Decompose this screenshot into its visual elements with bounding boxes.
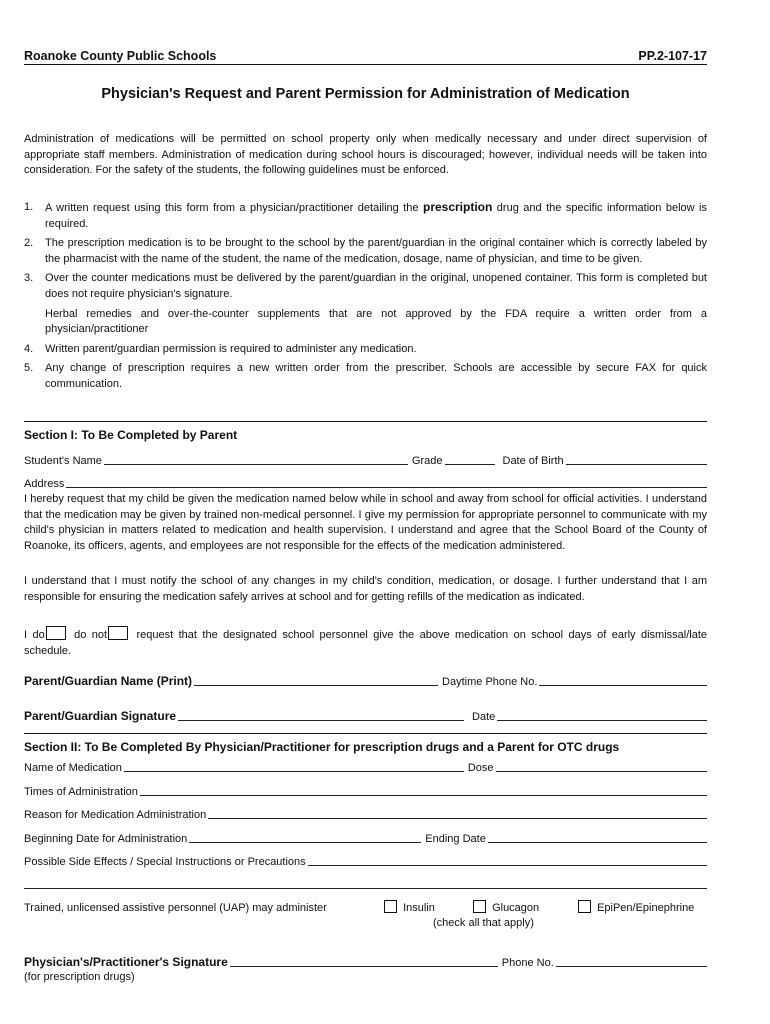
section1-title: Section I: To Be Completed by Parent	[24, 428, 238, 442]
parent-request-paragraph: I hereby request that my child be given the medication named below while in school and away from school for official activities. I understand that the medication may be given by trained non-medical personnel. I give my permission for appropriate personnel to communicate with my child's physician in matters related to medication and health supervision. I understand and agree that the School Board of the County of Roanoke, its officers, agents, and employees are not responsible for the effects of the medication administered.	[24, 493, 707, 552]
do-not-checkbox[interactable]	[108, 626, 128, 640]
student-name-field[interactable]	[104, 452, 408, 465]
section2-divider	[24, 733, 707, 734]
guideline-number: 1.	[24, 201, 34, 213]
daytime-phone-label: Daytime Phone No.	[442, 676, 538, 688]
epipen-option	[577, 900, 694, 914]
end-date-label: Ending Date	[425, 833, 486, 845]
guideline-text: Over the counter medications must be delivered by the parent/guardian in the original, unopened container. This form is completed but does not require physician's signature.	[45, 272, 707, 300]
reason-row	[24, 805, 707, 821]
physician-phone-label: Phone No.	[501, 957, 554, 969]
section2-title: Section II: To Be Completed By Physician/Practitioner for prescription drugs and a Parent for OTC drugs	[24, 740, 620, 754]
uap-label: Trained, unlicensed assistive personnel (UAP) may administer	[24, 902, 327, 914]
parent-name-field[interactable]	[194, 673, 438, 686]
check-all-note: (check all that apply)	[433, 917, 534, 929]
times-row	[24, 782, 707, 798]
signature-note: (for prescription drugs)	[24, 971, 135, 983]
dob-field[interactable]	[566, 452, 707, 465]
guideline-number: 2.	[24, 237, 34, 250]
guideline-text-tail: drug and the specific information below is required.	[45, 202, 707, 230]
times-field[interactable]	[140, 783, 707, 796]
do-checkbox[interactable]	[46, 626, 66, 640]
glucagon-checkbox[interactable]	[473, 900, 486, 913]
physician-phone-field[interactable]	[556, 954, 707, 967]
medication-permission-form	[24, 0, 707, 1024]
organization-name: Roanoke County Public Schools	[24, 49, 217, 63]
grade-field[interactable]	[445, 452, 495, 465]
begin-date-label: Beginning Date for Administration	[24, 833, 188, 845]
side-effects-field[interactable]	[308, 853, 707, 866]
guideline-item	[24, 271, 707, 337]
request-text: request that the designated school personnel give the above medication on school days of early dismissal/late schedule.	[24, 629, 707, 657]
page-header	[24, 46, 707, 66]
glucagon-label: Glucagon	[492, 902, 540, 914]
form-title: Physician's Request and Parent Permission for Administration of Medication	[101, 86, 630, 102]
parent-signature-label: Parent/Guardian Signature	[24, 709, 177, 723]
begin-date-field[interactable]	[189, 830, 421, 843]
student-info-row	[24, 451, 707, 467]
grade-label: Grade	[411, 455, 443, 467]
address-row	[24, 474, 707, 490]
guideline-text: Written parent/guardian permission is required to administer any medication.	[45, 342, 417, 355]
address-label: Address	[24, 478, 65, 490]
guidelines-list	[24, 200, 707, 397]
dob-label: Date of Birth	[502, 455, 564, 467]
guideline-emphasis: prescription	[422, 200, 493, 214]
physician-signature-label: Physician's/Practitioner's Signature	[24, 955, 228, 969]
student-name-label: Student's Name	[24, 455, 102, 467]
medication-row	[24, 758, 707, 774]
uap-row	[24, 900, 707, 934]
insulin-option	[383, 900, 435, 914]
physician-signature-row	[24, 953, 707, 969]
parent-signature-field[interactable]	[178, 708, 464, 721]
address-field[interactable]	[66, 475, 707, 488]
epipen-checkbox[interactable]	[578, 900, 591, 913]
side-effects-extra-line[interactable]	[24, 888, 707, 889]
intro-paragraph: Administration of medications will be permitted on school property only when medically necessary and under direct supervision of appropriate staff members. Administration of medication during school hours is discouraged; however, individual needs will be taken into consideration. For the safety of the students, the following guidelines must be enforced.	[24, 133, 707, 177]
epipen-label: EpiPen/Epinephrine	[597, 902, 695, 914]
do-not-label: do not	[74, 629, 108, 641]
guideline-item	[24, 361, 707, 392]
do-label: I do	[24, 629, 45, 641]
date-label: Date	[472, 711, 496, 723]
reason-label: Reason for Medication Administration	[24, 809, 207, 821]
guideline-number: 3.	[24, 272, 34, 285]
parent-name-row	[24, 672, 707, 688]
end-date-field[interactable]	[488, 830, 707, 843]
guideline-item	[24, 200, 707, 232]
dose-label: Dose	[467, 762, 494, 774]
policy-code: PP.2-107-17	[638, 49, 707, 63]
glucagon-option	[472, 900, 539, 914]
insulin-label: Insulin	[403, 902, 435, 914]
dates-row	[24, 829, 707, 845]
guideline-number: 5.	[24, 362, 34, 375]
guideline-text: Any change of prescription requires a new written order from the prescriber. Schools are accessible by secure FAX for quick communication.	[45, 362, 707, 390]
medication-field[interactable]	[124, 759, 464, 772]
guideline-item	[24, 342, 707, 358]
side-effects-row	[24, 852, 707, 868]
times-label: Times of Administration	[24, 786, 138, 798]
physician-signature-field[interactable]	[230, 954, 498, 967]
date-field[interactable]	[497, 708, 707, 721]
insulin-checkbox[interactable]	[384, 900, 397, 913]
guideline-text: The prescription medication is to be brought to the school by the parent/guardian in the original container which is correctly labeled by the pharmacist with the name of the student, the name of the medication, dosage, name of physician, and time to be given.	[45, 237, 707, 265]
guideline-text: A written request using this form from a physician/practitioner detailing the	[45, 202, 423, 214]
guideline-item	[24, 236, 707, 267]
section1-divider	[24, 421, 707, 422]
dose-field[interactable]	[496, 759, 707, 772]
parent-signature-row	[24, 707, 707, 723]
header-divider	[24, 64, 707, 65]
guideline-number: 4.	[24, 342, 34, 355]
daytime-phone-field[interactable]	[539, 673, 707, 686]
reason-field[interactable]	[208, 806, 707, 819]
parent-responsibility-paragraph: I understand that I must notify the school of any changes in my child's condition, medication, or dosage. I further understand that I am responsible for ensuring the medication safely arrives at school and for getting refills of the medication as indicated.	[24, 575, 707, 603]
parent-name-label: Parent/Guardian Name (Print)	[24, 674, 193, 688]
side-effects-label: Possible Side Effects / Special Instructions or Precautions	[24, 856, 306, 868]
schedule-permission-paragraph	[24, 626, 707, 659]
medication-label: Name of Medication	[24, 762, 122, 774]
guideline-extra-text: Herbal remedies and over-the-counter supplements that are not approved by the FDA require a written order from a physician/practitioner	[45, 307, 707, 336]
